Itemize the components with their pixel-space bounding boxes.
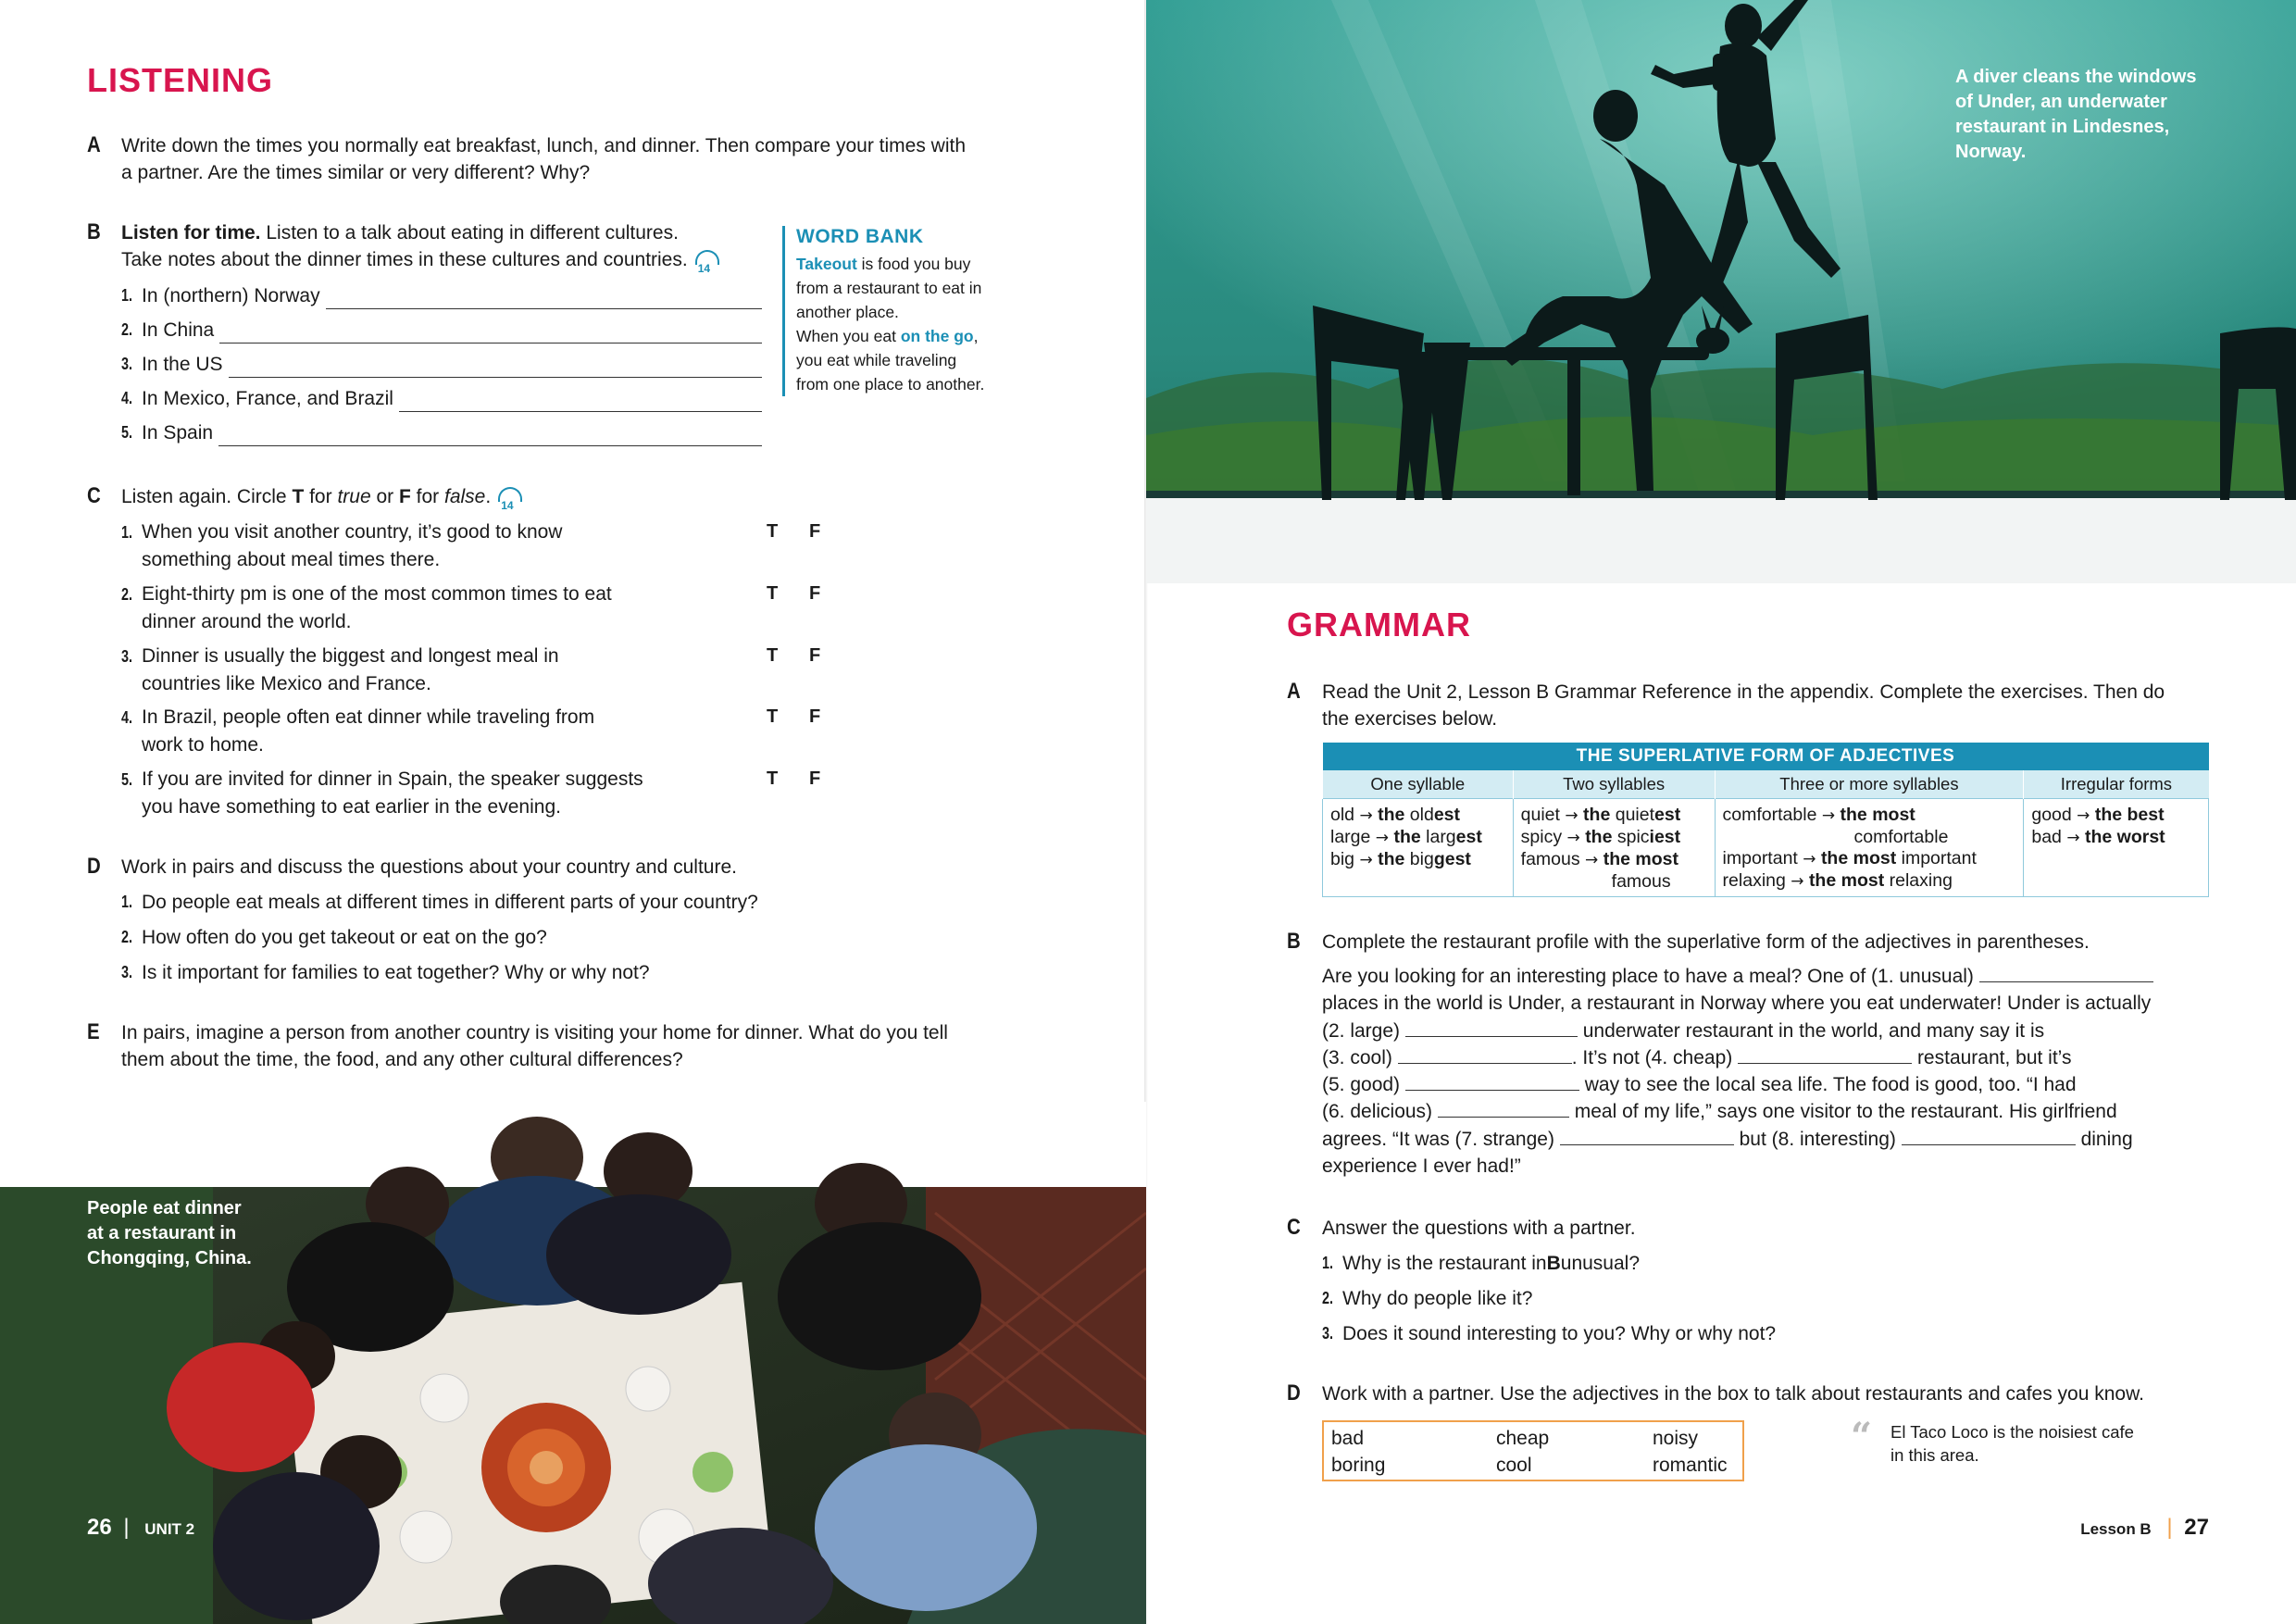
text-run: experience I ever had!” xyxy=(1322,1156,1521,1178)
grammar-b-letter: B xyxy=(1287,929,1301,954)
quote-line: El Taco Loco is the noisiest cafe xyxy=(1890,1422,2134,1442)
text-run: est xyxy=(1455,826,1482,847)
quote-mark-icon: “ xyxy=(1851,1415,1873,1458)
text-run: (6. delicious) xyxy=(1322,1101,1433,1123)
dinner-photo-image xyxy=(0,1102,1146,1624)
word-bank-term-takeout: Takeout xyxy=(796,255,857,273)
text-run: the xyxy=(1583,804,1611,825)
arrow-icon: → xyxy=(1791,871,1804,891)
item-number: 2. xyxy=(121,928,133,946)
item-text: In Mexico, France, and Brazil xyxy=(142,388,393,409)
two-syllables-cell xyxy=(1513,798,1715,896)
item-number: 3. xyxy=(1322,1324,1334,1343)
listening-c-text xyxy=(121,483,769,513)
text-run: important xyxy=(1722,847,1798,868)
listening-c-letter: C xyxy=(87,483,101,508)
audio-track-number: 14 xyxy=(501,499,514,513)
text-run: famous xyxy=(1520,848,1580,869)
text-run: (2. large) xyxy=(1322,1019,1401,1042)
text-run: larg xyxy=(1426,826,1456,847)
word-bank-def: from a restaurant to eat in xyxy=(796,279,982,297)
adjective-word: boring xyxy=(1331,1455,1386,1476)
text-run: for xyxy=(304,486,338,507)
false-option[interactable]: F xyxy=(809,768,821,789)
item-number: 5. xyxy=(121,770,133,789)
text-run: the worst xyxy=(2084,826,2165,847)
answer-line[interactable] xyxy=(219,323,762,344)
text-run: Are you looking for an interesting place to have a meal? One of (1. unusual) xyxy=(1322,966,1974,987)
arrow-icon: → xyxy=(2077,806,2090,825)
adjective-box xyxy=(1322,1420,1744,1481)
text-run: the most xyxy=(1808,869,1885,891)
blank-8[interactable] xyxy=(1902,1127,2076,1145)
tf-line: you have something to eat earlier in the evening. xyxy=(142,796,561,818)
caption-line: Norway. xyxy=(1955,142,2027,162)
caption-line: restaurant in Lindesnes, xyxy=(1955,117,2170,137)
true-option[interactable]: T xyxy=(767,706,779,727)
tf-statement xyxy=(121,643,677,697)
text-run: spic xyxy=(1616,826,1650,847)
arrow-icon: → xyxy=(1375,828,1390,847)
blank-4[interactable] xyxy=(1738,1045,1912,1064)
superlative-table xyxy=(1322,743,2209,897)
irregular-cell xyxy=(2024,798,2209,896)
item-number: 3. xyxy=(121,355,133,373)
dinner-photo xyxy=(0,1102,1146,1624)
underwater-photo-caption xyxy=(1955,65,2196,165)
item-number: 1. xyxy=(121,523,133,542)
text-run: big xyxy=(1409,848,1434,869)
quote-line: in this area. xyxy=(1890,1445,1979,1465)
text-run: agrees. “It was (7. strange) xyxy=(1322,1128,1554,1150)
adjective-word: cheap xyxy=(1496,1428,1550,1449)
text-run: . xyxy=(485,486,492,507)
item-text: In (northern) Norway xyxy=(142,285,320,306)
text-run: large xyxy=(1330,826,1371,847)
text-run: est xyxy=(1654,804,1681,825)
item-number: 4. xyxy=(121,708,133,727)
folio-separator: | xyxy=(2166,1515,2173,1540)
table-header: Two syllables xyxy=(1513,770,1715,798)
text-run: quiet xyxy=(1615,804,1655,825)
arrow-icon: → xyxy=(1803,849,1816,868)
grammar-c-text: Answer the questions with a partner. xyxy=(1322,1218,1636,1239)
arrow-icon: → xyxy=(1565,806,1578,825)
adjective-word: romantic xyxy=(1653,1455,1728,1476)
grammar-b-text: Complete the restaurant profile with the superlative form of the adjectives in parentheses. xyxy=(1322,931,2090,953)
tf-item-4 xyxy=(121,704,862,757)
text-run: gest xyxy=(1433,848,1471,869)
text-run: F xyxy=(398,486,411,507)
listening-a-line-1: Write down the times you normally eat breakfast, lunch, and dinner. Then compare your times with xyxy=(121,135,967,156)
item-number: 1. xyxy=(1322,1254,1334,1272)
text-run: the xyxy=(1378,804,1405,825)
blank-7[interactable] xyxy=(1560,1127,1734,1145)
answer-line[interactable] xyxy=(229,357,762,378)
blank-5[interactable] xyxy=(1405,1072,1579,1091)
text-run: B xyxy=(1546,1253,1561,1274)
text-run: the xyxy=(1378,848,1405,869)
item-number: 2. xyxy=(1322,1289,1334,1307)
arrow-icon: → xyxy=(1359,806,1373,825)
page-number-right xyxy=(2080,1515,2209,1541)
text-run: or xyxy=(370,486,399,507)
word-bank-def: you eat while traveling xyxy=(796,351,957,369)
text-run: relaxing xyxy=(1889,869,1953,891)
text-run: spicy xyxy=(1520,826,1563,847)
text-run: good xyxy=(2031,804,2072,825)
text-run: important xyxy=(1901,847,1977,868)
text-run: (3. cool) xyxy=(1322,1046,1392,1068)
tf-item-1 xyxy=(121,518,862,572)
table-header: Three or more syllables xyxy=(1715,770,2024,798)
text-run: Why do people like it? xyxy=(1342,1288,1533,1309)
grammar-a-letter: A xyxy=(1287,679,1301,704)
false-option[interactable]: F xyxy=(809,645,821,666)
tf-line: something about meal times there. xyxy=(142,549,441,570)
word-bank xyxy=(782,226,1004,396)
text-run: false xyxy=(444,486,486,507)
answer-line[interactable] xyxy=(218,426,762,446)
tf-statement xyxy=(121,704,677,758)
text-run: T xyxy=(292,486,305,507)
tf-line: If you are invited for dinner in Spain, the speaker suggests xyxy=(142,768,643,790)
adjective-word: bad xyxy=(1331,1428,1365,1449)
text-run: iest xyxy=(1649,826,1681,847)
text-run: old xyxy=(1409,804,1434,825)
text-run: big xyxy=(1330,848,1355,869)
adjective-word: noisy xyxy=(1653,1428,1699,1449)
item-text: Is it important for families to eat together? Why or why not? xyxy=(142,962,650,983)
text-run: places in the world is Under, a restaurant in Norway where you eat underwater! Under is actually xyxy=(1322,993,2152,1015)
caption-line: at a restaurant in xyxy=(87,1223,237,1243)
true-option[interactable]: T xyxy=(767,768,779,789)
text-run: the xyxy=(1585,826,1613,847)
audio-track-number: 14 xyxy=(697,262,711,276)
item-text: How often do you get takeout or eat on the go? xyxy=(142,927,547,948)
tf-item-3 xyxy=(121,643,862,696)
table-header: One syllable xyxy=(1323,770,1514,798)
text-run: . It’s not (4. cheap) xyxy=(1571,1046,1733,1068)
item-text: In China xyxy=(142,319,215,341)
arrow-icon: → xyxy=(2066,828,2080,847)
text-run: Listen again. Circle xyxy=(121,486,293,507)
listening-b-item-1 xyxy=(121,282,762,309)
text-run: comfortable xyxy=(1853,826,1949,847)
listening-b-line-2: Take notes about the dinner times in these cultures and countries. xyxy=(121,249,688,270)
grammar-a-text xyxy=(1322,679,2211,732)
item-text: In the US xyxy=(142,354,223,375)
listening-d-item-1 xyxy=(121,889,758,916)
restaurant-profile xyxy=(1322,963,2211,1180)
tf-line: countries like Mexico and France. xyxy=(142,673,431,694)
text-run: but (8. interesting) xyxy=(1739,1128,1896,1150)
word-bank-text xyxy=(796,252,1004,396)
item-number: 1. xyxy=(121,893,133,911)
grammar-c-item-3 xyxy=(1322,1320,1776,1347)
item-text: Do people eat meals at different times in different parts of your country? xyxy=(142,892,758,913)
tf-line: When you visit another country, it’s good to know xyxy=(142,521,563,543)
tf-statement xyxy=(121,766,677,820)
arrow-icon: → xyxy=(1359,850,1373,869)
text-run: the best xyxy=(2094,804,2165,825)
text-run: quiet xyxy=(1520,804,1560,825)
item-text: In Spain xyxy=(142,422,214,443)
text-run: dining xyxy=(2080,1128,2133,1150)
caption-line: of Under, an underwater xyxy=(1955,92,2167,112)
arrow-icon: → xyxy=(1585,850,1599,869)
tf-statement xyxy=(121,581,677,635)
listening-title: LISTENING xyxy=(87,61,274,99)
page-number-left xyxy=(87,1515,194,1541)
listening-b-item-5 xyxy=(121,419,762,446)
word-bank-title: WORD BANK xyxy=(796,226,924,247)
listening-d-text: Work in pairs and discuss the questions about your country and culture. xyxy=(121,856,737,878)
text-run: est xyxy=(1433,804,1461,825)
tf-item-2 xyxy=(121,581,862,634)
listening-b-item-3 xyxy=(121,351,762,378)
listening-b-text xyxy=(121,219,769,276)
true-option[interactable]: T xyxy=(767,583,779,604)
answer-line[interactable] xyxy=(326,289,762,309)
blank-1[interactable] xyxy=(1979,964,2153,982)
false-option[interactable]: F xyxy=(809,583,821,604)
word-bank-def: another place. xyxy=(796,303,899,321)
blank-2[interactable] xyxy=(1405,1018,1578,1037)
blank-3[interactable] xyxy=(1398,1045,1572,1064)
text-run: for xyxy=(410,486,444,507)
text-run: bad xyxy=(2031,826,2062,847)
grammar-a-line-2: the exercises below. xyxy=(1322,708,1498,730)
listening-b-letter: B xyxy=(87,219,101,244)
unit-label: UNIT 2 xyxy=(144,1520,195,1538)
tf-line: Dinner is usually the biggest and longest meal in xyxy=(142,645,559,667)
text-run: true xyxy=(337,486,371,507)
item-number: 5. xyxy=(121,423,133,442)
dinner-photo-caption xyxy=(87,1196,252,1271)
caption-line: Chongqing, China. xyxy=(87,1248,252,1268)
table-title: THE SUPERLATIVE FORM OF ADJECTIVES xyxy=(1323,743,2209,770)
arrow-icon: → xyxy=(1821,806,1836,825)
word-bank-def: , xyxy=(973,327,979,345)
text-run: the most xyxy=(1820,847,1897,868)
table-header: Irregular forms xyxy=(2024,770,2209,798)
example-quote xyxy=(1890,1420,2134,1467)
text-run: unusual? xyxy=(1560,1253,1641,1274)
caption-line: People eat dinner xyxy=(87,1198,242,1218)
page-number: 27 xyxy=(2184,1515,2209,1540)
word-bank-def: When you eat xyxy=(796,327,901,345)
grammar-title: GRAMMAR xyxy=(1287,606,1471,643)
grammar-c-item-1 xyxy=(1322,1250,1640,1277)
text-run: (5. good) xyxy=(1322,1074,1401,1096)
three-syllables-cell xyxy=(1715,798,2024,896)
audio-track-icon[interactable] xyxy=(496,487,524,513)
item-number: 2. xyxy=(121,320,133,339)
listening-e-text xyxy=(121,1019,1010,1073)
audio-track-icon[interactable] xyxy=(693,250,721,276)
item-number: 1. xyxy=(121,286,133,305)
folio-separator: | xyxy=(123,1515,130,1540)
tf-line: dinner around the world. xyxy=(142,611,352,632)
item-number: 3. xyxy=(121,647,133,666)
answer-line[interactable] xyxy=(399,392,762,412)
caption-line: A diver cleans the windows xyxy=(1955,67,2197,87)
item-number: 4. xyxy=(121,389,133,407)
text-run: famous xyxy=(1611,870,1671,892)
listening-e-line-1: In pairs, imagine a person from another country is visiting your home for dinner. What do you tell xyxy=(121,1022,948,1043)
tf-line: Eight-thirty pm is one of the most common times to eat xyxy=(142,583,612,605)
text-run: Does it sound interesting to you? Why or why not? xyxy=(1342,1323,1777,1344)
word-bank-term-on-the-go: on the go xyxy=(900,327,974,345)
tf-line: work to home. xyxy=(142,734,264,756)
text-run: comfortable xyxy=(1722,804,1817,825)
listening-e-letter: E xyxy=(87,1019,100,1044)
blank-6[interactable] xyxy=(1438,1099,1569,1118)
lesson-label: Lesson B xyxy=(2080,1520,2152,1538)
listening-b-item-4 xyxy=(121,385,762,412)
listening-d-item-3 xyxy=(121,959,650,986)
text-run: the most xyxy=(1840,804,1915,825)
adjective-word: cool xyxy=(1496,1455,1532,1476)
word-bank-def: is food you buy xyxy=(856,255,971,273)
listening-b-item-2 xyxy=(121,317,762,344)
grammar-a-line-1: Read the Unit 2, Lesson B Grammar Reference in the appendix. Complete the exercises. Then do xyxy=(1322,681,2165,703)
page-number: 26 xyxy=(87,1515,112,1540)
grammar-c-letter: C xyxy=(1287,1215,1301,1240)
text-run: relaxing xyxy=(1722,869,1786,891)
text-run: restaurant, but it’s xyxy=(1916,1046,2072,1068)
text-run: the most xyxy=(1603,848,1678,869)
false-option[interactable]: F xyxy=(809,521,821,542)
word-bank-def: from one place to another. xyxy=(796,375,985,394)
grammar-d-letter: D xyxy=(1287,1380,1301,1405)
item-number: 3. xyxy=(121,963,133,981)
text-run: Why is the restaurant in xyxy=(1342,1253,1547,1274)
true-option[interactable]: T xyxy=(767,521,779,542)
text-run: meal of my life,” says one visitor to the restaurant. His girlfriend xyxy=(1574,1101,2117,1123)
item-number: 2. xyxy=(121,585,133,604)
tf-item-5 xyxy=(121,766,862,819)
tf-line: In Brazil, people often eat dinner while traveling from xyxy=(142,706,595,728)
grammar-d-text: Work with a partner. Use the adjectives in the box to talk about restaurants and cafes you know. xyxy=(1322,1383,2144,1405)
arrow-icon: → xyxy=(1566,828,1580,847)
listening-d-item-2 xyxy=(121,924,547,951)
true-option[interactable]: T xyxy=(767,645,779,666)
listening-a-line-2: a partner. Are the times similar or very different? Why? xyxy=(121,162,591,183)
tf-statement xyxy=(121,518,677,573)
listening-b-line-1: Listen to a talk about eating in different cultures. xyxy=(266,222,679,244)
listening-e-line-2: them about the time, the food, and any other cultural differences? xyxy=(121,1049,683,1070)
listening-a-letter: A xyxy=(87,132,101,157)
listening-a-text xyxy=(121,132,1010,186)
text-run: old xyxy=(1330,804,1355,825)
listening-b-lead: Listen for time. xyxy=(121,222,261,244)
grammar-c-item-2 xyxy=(1322,1285,1532,1312)
text-run: underwater restaurant in the world, and many say it is xyxy=(1582,1019,2045,1042)
text-run: way to see the local sea life. The food is good, too. “I had xyxy=(1584,1074,2077,1096)
underwater-photo xyxy=(1146,0,2296,583)
false-option[interactable]: F xyxy=(809,706,821,727)
text-run: the xyxy=(1393,826,1421,847)
one-syllable-cell xyxy=(1323,798,1514,896)
listening-d-letter: D xyxy=(87,854,101,879)
